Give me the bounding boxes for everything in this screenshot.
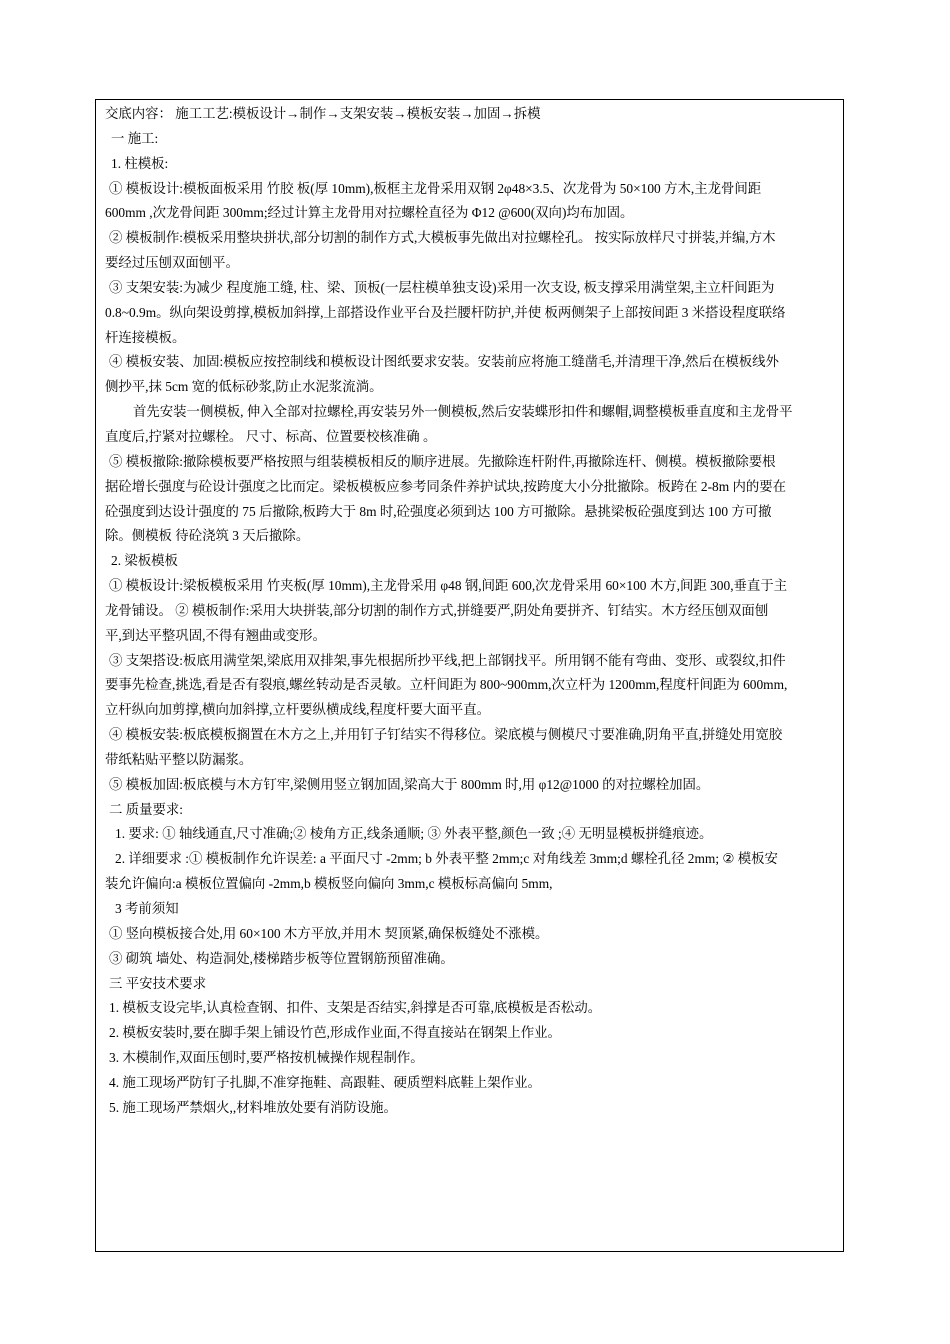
doc-line: 龙骨铺设。 ② 模板制作:采用大块拼装,部分切割的制作方式,拼缝要严,阴处角要拼齐、钉结实。木方经压刨双面刨 [105,602,769,618]
doc-line: 1. 模板支设完毕,认真检查钢、扣件、支架是否结实,斜撑是否可靠,底模板是否松动。 [109,1000,602,1016]
document-frame [95,99,844,1252]
doc-line: 首先安装一侧模板, 伸入全部对拉螺栓,再安装另外一侧模板,然后安装蝶形扣件和螺帽,调整模板垂直度和主龙骨平 [133,404,793,420]
doc-line: ③ 支架搭设:板底用满堂架,梁底用双排架,事先根据所抄平线,把上部钢找平。所用钢不能有弯曲、变形、或裂纹,扣件 [109,652,786,668]
doc-line: 3. 木模制作,双面压刨时,要严格按机械操作规程制作。 [109,1050,424,1066]
doc-line: ④ 模板安装:板底模板搁置在木方之上,并用钉子钉结实不得移位。梁底模与侧模尺寸要准确,阴角平直,拼缝处用宽胶 [109,727,783,743]
doc-line: ② 模板制作:模板采用整块拼状,部分切割的制作方式,大模板事先做出对拉螺栓孔。 按实际放样尺寸拼装,并编,方木 [109,230,776,246]
doc-line: 一 施工: [111,130,159,146]
doc-line: 1. 要求: ① 轴线通直,尺寸准确;② 棱角方正,线条通顺; ③ 外表平整,颜色一致 ;④ 无明显模板拼缝痕迹。 [115,826,713,842]
doc-line: 2. 梁板模板 [111,553,178,569]
doc-line: 2. 详细要求 :① 模板制作允许误差: a 平面尺寸 -2mm; b 外表平整 2mm;c 对角线差 3mm;d 螺栓孔径 2mm; ② 模板安 [115,851,778,867]
doc-line: 带纸粘贴平整以防漏浆。 [105,751,253,767]
doc-line: 2. 模板安装时,要在脚手架上铺设竹芭,形成作业面,不得直接站在钢架上作业。 [109,1025,561,1041]
doc-line: 4. 施工现场严防钉子扎脚,不准穿拖鞋、高跟鞋、硬质塑料底鞋上架作业。 [109,1074,541,1090]
doc-line: ③ 砌筑 墙处、构造洞处,楼梯踏步板等位置钢筋预留准确。 [109,950,454,966]
doc-line: 立杆纵向加剪撑,横向加斜撑,立杆要纵横成线,程度杆要大面平直。 [105,702,490,718]
doc-line: 交底内容： 施工工艺:模板设计→制作→支架安装→模板安装→加固→拆模 [105,106,541,121]
doc-line: 三 平安技术要求 [109,975,207,991]
doc-line: 600mm ,次龙骨间距 300mm;经过计算主龙骨用对拉螺栓直径为 Φ12 @600(双向)均布加固。 [105,205,634,221]
doc-line: ① 竖向模板接合处,用 60×100 木方平放,并用木 契顶紧,确保板缝处不涨模。 [109,925,549,941]
doc-line: 直度后,拧紧对拉螺栓。 尺寸、标高、位置要校核准确 。 [105,428,437,444]
doc-line: 据砼增长强度与砼设计强度之比而定。梁板模板应参考同条件养护试块,按跨度大小分批撤除。板跨在 2-8m 内的要在 [105,478,787,494]
doc-line: 除。侧模板 待砼浇筑 3 天后撤除。 [105,528,310,544]
doc-line: ⑤ 模板加固:板底模与木方钉牢,梁侧用竖立钢加固,梁高大于 800mm 时,用 φ12@1000 的对拉螺栓加固。 [109,776,710,792]
doc-line: 要经过压刨双面刨平。 [105,255,239,271]
doc-line: 装允许偏向:a 模板位置偏向 -2mm,b 模板竖向偏向 3mm,c 模板标高偏向 5mm, [105,876,553,892]
doc-line: ① 模板设计:梁板模板采用 竹夹板(厚 10mm),主龙骨采用 φ48 钢,间距 600,次龙骨采用 60×100 木方,间距 300,垂直于主 [109,578,788,594]
doc-line: ① 模板设计:模板面板采用 竹胶 板(厚 10mm),板框主龙骨采用双钢 2φ48×3.5、次龙骨为 50×100 方木,主龙骨间距 [109,180,762,196]
document-body [96,100,843,1121]
doc-line: ③ 支架安装:为减少 程度施工缝, 柱、梁、顶板(一层柱模单独支设)采用一次支设, 板支撑采用满堂架,主立杆间距为 [109,279,775,295]
doc-line: ⑤ 模板撤除:撤除模板要严格按照与组装模板相反的顺序进展。先撤除连杆附件,再撤除连杆、侧模。模板撤除要根 [109,453,776,469]
doc-line: ④ 模板安装、加固:模板应按控制线和模板设计图纸要求安装。安装前应将施工缝凿毛,并清理干净,然后在模板线外 [109,354,779,370]
doc-line: 1. 柱模板: [111,155,169,171]
doc-line: 杆连接模板。 [105,329,186,345]
doc-line: 3 考前须知 [115,901,179,916]
doc-line: 侧抄平,抹 5cm 宽的低标砂浆,防止水泥浆流淌。 [105,379,383,395]
doc-line: 二 质量要求: [109,801,184,817]
doc-line: 5. 施工现场严禁烟火,,材料堆放处要有消防设施。 [109,1099,397,1115]
doc-line: 0.8~0.9m。纵向架设剪撑,模板加斜撑,上部搭设作业平台及拦腰杆防护,并使 板两侧架子上部按间距 3 米搭设程度联络 [105,304,786,320]
doc-line: 砼强度到达设计强度的 75 后撤除,板跨大于 8m 时,砼强度必须到达 100 方可撤除。悬挑梁板砼强度到达 100 方可撤 [105,503,772,519]
doc-line: 要事先检查,挑选,看是否有裂痕,螺丝转动是否灵敏。立杆间距为 800~900mm,次立杆为 1200mm,程度杆间距为 600mm, [105,677,788,693]
doc-line: 平,到达平整巩固,不得有翘曲或变形。 [105,627,326,643]
